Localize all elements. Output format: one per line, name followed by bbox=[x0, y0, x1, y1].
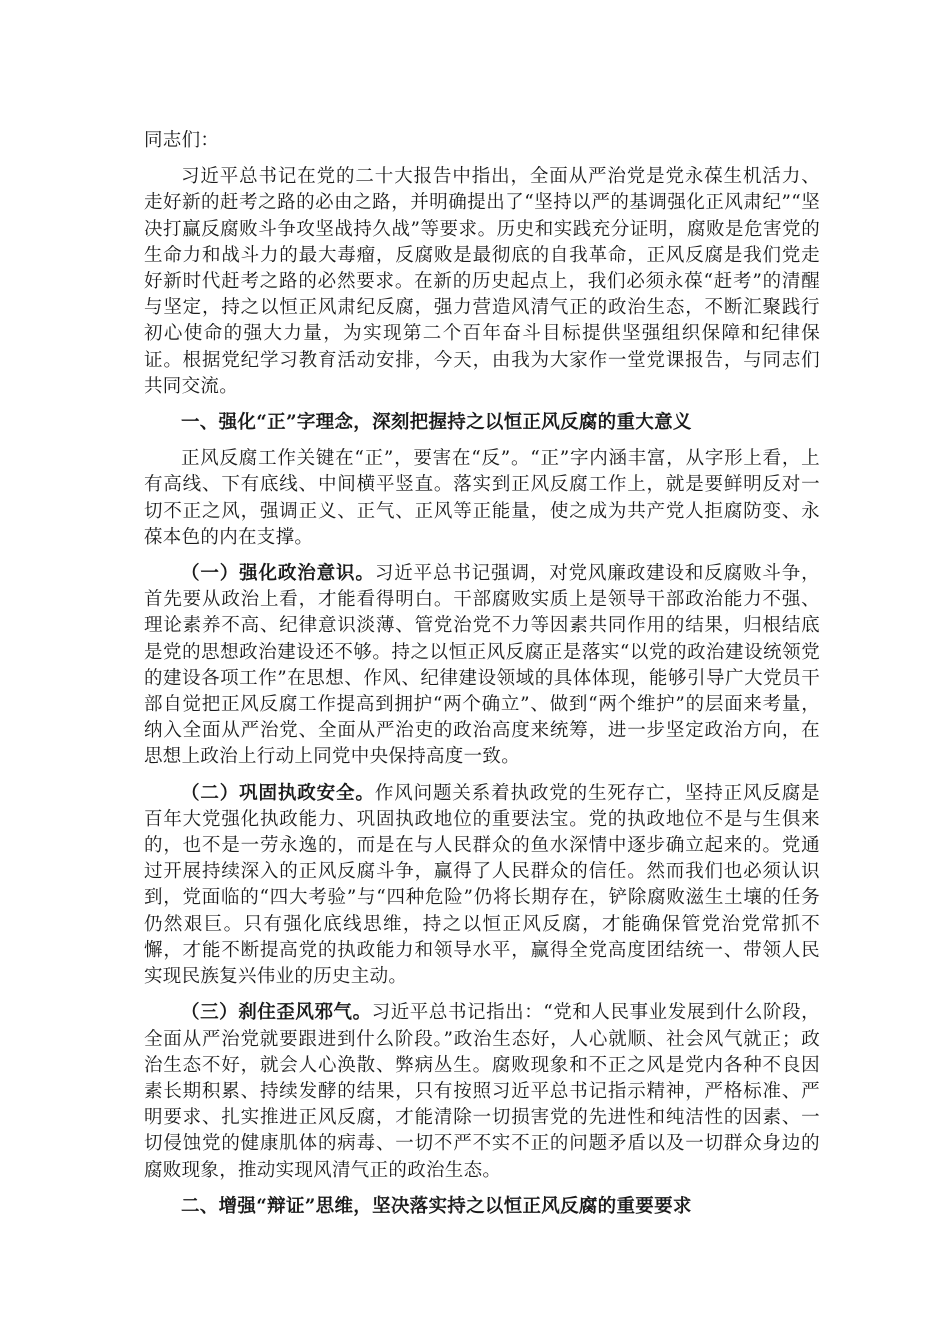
section-heading-1: 一、强化“正”字理念，深刻把握持之以恒正风反腐的重大意义 bbox=[181, 412, 692, 434]
greeting: 同志们： bbox=[144, 130, 220, 151]
item-text: 习近平总书记指出：“党和人民事业发展到什么阶段，全面从严治党就要跟进到什么阶段。”政治生态好，人心就顺、社会风气就正；政治生态不好，就会人心涣散、弊病丛生。腐败现象和不正之风是党内各种不良因素长期积累、持续发酵的结果，只有按照习近平总书记指示精神，严格标准、严明要求、扎实推进正风反腐，才能清除一切损害党的先进性和纯洁性的因素、一切侵蚀党的健康肌体的病毒、一切不严不实不正的问题矛盾以及一切群众身边的腐败现象，推动实现风清气正的政治生态。 bbox=[144, 1002, 820, 1181]
item-text: 习近平总书记强调，对党风廉政建设和反腐败斗争，首先要从政治上看，才能看得明白。干部腐败实质上是领导干部政治能力不强、理论素养不高、纪律意识淡薄、管党治党不力等因素共同作用的结果，归根结底是党的思想政治建设还不够。持之以恒正风反腐正是落实“以党的政治建设统领党的建设各项工作”在思想、作风、纪律建设领域的具体体现，能够引导广大党员干部自觉把正风反腐工作提高到拥护“两个确立”、做到“两个维护”的层面来考量，纳入全面从严治党、全面从严治吏的政治高度来统筹，进一步坚定政治方向，在思想上政治上行动上同党中央保持高度一致。 bbox=[144, 563, 820, 768]
intro-paragraph: 习近平总书记在党的二十大报告中指出，全面从严治党是党永葆生机活力、走好新的赶考之路的必由之路，并明确提出了“坚持以严的基调强化正风肃纪”“坚决打赢反腐败斗争攻坚战持久战”等要求。历史和实践充分证明，腐败是危害党的生命力和战斗力的最大毒瘤，反腐败是最彻底的自我革命，正风反腐是我们党走好新时代赶考之路的必然要求。在新的历史起点上，我们必须永葆“赶考”的清醒与坚定，持之以恒正风肃纪反腐，强力营造风清气正的政治生态，不断汇聚践行初心使命的强大力量，为实现第二个百年奋斗目标提供坚强组织保障和纪律保证。根据党纪学习教育活动安排，今天，由我为大家作一堂党课报告，与同志们共同交流。 bbox=[144, 166, 820, 397]
section1-item-2 bbox=[144, 781, 820, 991]
item-title: （三）刹住歪风邪气。 bbox=[181, 1002, 372, 1024]
item-title: （一）强化政治意识。 bbox=[181, 563, 375, 585]
section1-item-1 bbox=[144, 561, 820, 771]
section1-lead-paragraph: 正风反腐工作关键在“正”，要害在“反”。“正”字内涵丰富，从字形上看，上有高线、下有底线、中间横平竖直。落实到正风反腐工作上，就是要鲜明反对一切不正之风，强调正义、正气、正风等正能量，使之成为共产党人拒腐防变、永葆本色的内在支撑。 bbox=[144, 448, 820, 548]
item-title: （二）巩固执政安全。 bbox=[181, 782, 375, 804]
section-heading-2: 二、增强“辩证”思维，坚决落实持之以恒正风反腐的重要要求 bbox=[181, 1195, 692, 1217]
section1-item-3 bbox=[144, 1000, 820, 1183]
item-text: 作风问题关系着执政党的生死存亡，坚持正风反腐是百年大党强化执政能力、巩固执政地位的重要法宝。党的执政地位不是与生俱来的，也不是一劳永逸的，而是在与人民群众的鱼水深情中逐步确立起来的。党通过开展持续深入的正风反腐斗争，赢得了人民群众的信任。然而我们也必须认识到，党面临的“四大考验”与“四种危险”仍将长期存在，铲除腐败滋生土壤的任务仍然艰巨。只有强化底线思维，持之以恒正风反腐，才能确保管党治党常抓不懈，才能不断提高党的执政能力和领导水平，赢得全党高度团结统一、带领人民实现民族复兴伟业的历史主动。 bbox=[144, 782, 820, 988]
document-body bbox=[144, 128, 820, 1230]
